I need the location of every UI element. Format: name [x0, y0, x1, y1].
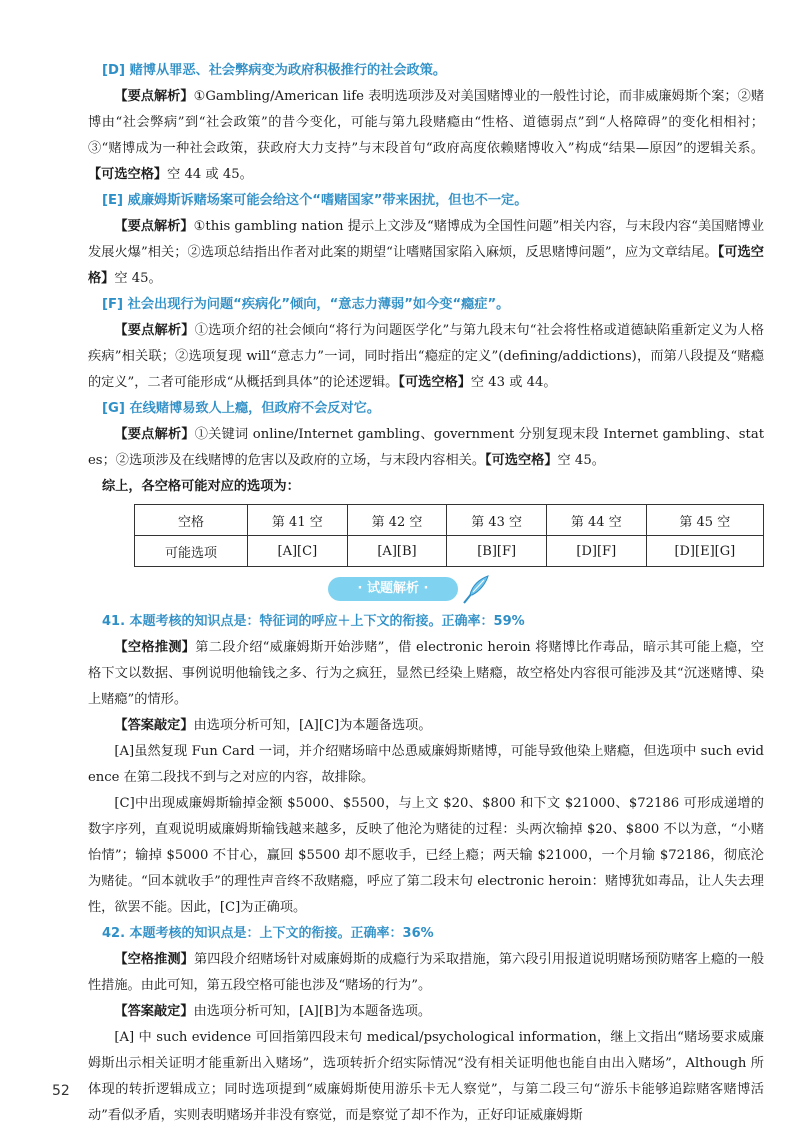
- analysis-tag: 【要点解析】: [114, 219, 194, 234]
- option-g-analysis: 【要点解析】①关键词 online/Internet gambling、government 分别复现末段 Internet gambling、states；②选项涉及在线赌博的危害以及政府的立场，与末段内容相关。【可选空格】空 45。: [88, 427, 764, 468]
- analysis-tag: 【要点解析】: [114, 89, 194, 104]
- table-cell: [A][C]: [248, 536, 348, 567]
- q41-prediction: 【空格推测】第二段介绍“威廉姆斯开始涉赌”，借 electronic heroin 将赌博比作毒品，暗示其可能上瘾，空格下文以数据、事例说明他输钱之多、行为之疯狂，显然已经染上赌瘾，故空格处内容很可能涉及其“沉迷赌博、染上赌瘾”的情形。: [88, 640, 764, 707]
- feather-pen-icon: [458, 573, 492, 607]
- table-cell: 空格: [135, 505, 248, 536]
- q42-prediction: 【空格推测】第四段介绍赌场针对威廉姆斯的成瘾行为采取措施，第六段引用报道说明赌场预防赌客上瘾的一般性措施。由此可知，第五段空格可能也涉及“赌场的行为”。: [88, 952, 765, 993]
- table-cell: 可能选项: [135, 536, 248, 567]
- table-cell: [D][F]: [546, 536, 646, 567]
- option-f-analysis: 【要点解析】①选项介绍的社会倾向“将行为问题医学化”与第九段末句“社会将性格或道德缺陷重新定义为人格疾病”相关联；②选项复现 will“意志力”一词，同时指出“瘾症的定义”(defining/addictions)，而第八段提及“赌瘾的定义”，二者可能形成“从概括到具体”的论述逻辑。【可选空格】空 43 或 44。: [88, 323, 764, 390]
- analysis-tag: 【要点解析】: [114, 427, 195, 442]
- prediction-tag: 【空格推测】: [114, 640, 196, 655]
- slot-tag: 【可选空格】: [398, 375, 471, 390]
- slot-tag: 【可选空格】: [88, 245, 764, 286]
- table-cell: [A][B]: [347, 536, 447, 567]
- q42-option-a: [A] 中 such evidence 可回指第四段末句 medical/psychological information，继上文指出“赌场要求威廉姆斯出示相关证明才能重新出入赌场”，选项转折介绍实际情况“没有相关证明他也能自由出入赌场”，Although 所体现的转折逻辑成立；同时选项提到“威廉姆斯使用游乐卡无人察觉”，与第二段三句“游乐卡能够追踪赌客赌博活动”看似矛盾，实则表明赌场并非没有察觉，而是察觉了却不作为，正好印证威廉姆斯: [88, 1030, 764, 1123]
- slot-tag: 【可选空格】: [485, 453, 558, 468]
- q41-option-a: [A]虽然复现 Fun Card 一词，并介绍赌场暗中怂恿威廉姆斯赌博，可能导致他染上赌瘾，但选项中 such evidence 在第二段找不到与之对应的内容，故排除。: [88, 744, 764, 785]
- page-number: 52: [52, 1083, 70, 1099]
- section-banner: [88, 573, 764, 607]
- table-cell: [B][F]: [447, 536, 547, 567]
- option-d-heading: [D] 赌博从罪恶、社会弊病变为政府积极推行的社会政策。: [102, 63, 447, 78]
- prediction-tag: 【空格推测】: [114, 952, 194, 967]
- option-e-analysis: 【要点解析】①this gambling nation 提示上文涉及“赌博成为全国性问题”相关内容，与末段内容“美国赌博业发展火爆”相关；②选项总结指出作者对此案的期望“让嗜赌国家陷入麻烦，反思赌博问题”，应为文章结尾。【可选空格】空 45。: [88, 219, 765, 286]
- q42-answer: 【答案敲定】由选项分析可知，[A][B]为本题备选项。: [114, 1004, 432, 1019]
- table-header-row: [135, 505, 764, 536]
- q41-option-c: [C]中出现威廉姆斯输掉金额 $5000、$5500，与上文 $20、$800 和下文 $21000、$72186 可形成递增的数字序列，直观说明威廉姆斯输钱越来越多，反映了他沦为赌徒的过程：头两次输掉 $20、$800 不以为意，“小赌怡情”；输掉 $5000 不甘心，赢回 $5500 却不愿收手，已经上瘾；两天输 $21000，一个月输 $72186，彻底沦为赌徒。“回本就收手”的理性声音终不敌赌瘾，呼应了第二段末句 electronic heroin：赌博犹如毒品，让人失去理性，欲罢不能。因此，[C]为正确项。: [88, 796, 764, 915]
- table-cell: 第 43 空: [447, 505, 547, 536]
- table-cell: [D][E][G]: [646, 536, 763, 567]
- options-table: [134, 504, 764, 567]
- table-cell: 第 42 空: [347, 505, 447, 536]
- table-row: [135, 536, 764, 567]
- option-f-heading: [F] 社会出现行为问题“疾病化”倾向，“意志力薄弱”如今变“瘾症”。: [102, 297, 510, 312]
- q42-heading: 42. 本题考核的知识点是：上下文的衔接。正确率：36%: [102, 926, 434, 941]
- option-d-analysis: 【要点解析】①Gambling/American life 表明选项涉及对美国赌博业的一般性讨论，而非威廉姆斯个案；②赌博由“社会弊病”到“社会政策”的昔今变化，可能与第九段赌瘾由“性格、道德弱点”到“人格障碍”的变化相相衬；③“赌博成为一种社会政策，获政府大力支持”与末段首句“政府高度依赖赌博收入”构成“结果—原因”的逻辑关系。【可选空格】空 44 或 45。: [88, 89, 765, 182]
- q41-heading: 41. 本题考核的知识点是：特征词的呼应＋上下文的衔接。正确率：59%: [102, 614, 525, 629]
- banner-label: · 试题解析 ·: [328, 577, 458, 601]
- analysis-tag: 【要点解析】: [114, 323, 195, 338]
- table-cell: 第 41 空: [248, 505, 348, 536]
- slot-tag: 【可选空格】: [88, 167, 168, 182]
- answer-tag: 【答案敲定】: [114, 1004, 194, 1019]
- table-cell: 第 44 空: [546, 505, 646, 536]
- page-content: [88, 58, 764, 1129]
- option-e-heading: [E] 威廉姆斯诉赌场案可能会给这个“嗜赌国家”带来困扰，但也不一定。: [102, 193, 528, 208]
- answer-tag: 【答案敲定】: [114, 718, 194, 733]
- q41-answer: 【答案敲定】由选项分析可知，[A][C]为本题备选项。: [114, 718, 432, 733]
- table-cell: 第 45 空: [646, 505, 763, 536]
- option-g-heading: [G] 在线赌博易致人上瘾，但政府不会反对它。: [102, 401, 381, 416]
- summary-line: 综上，各空格可能对应的选项为：: [102, 479, 300, 494]
